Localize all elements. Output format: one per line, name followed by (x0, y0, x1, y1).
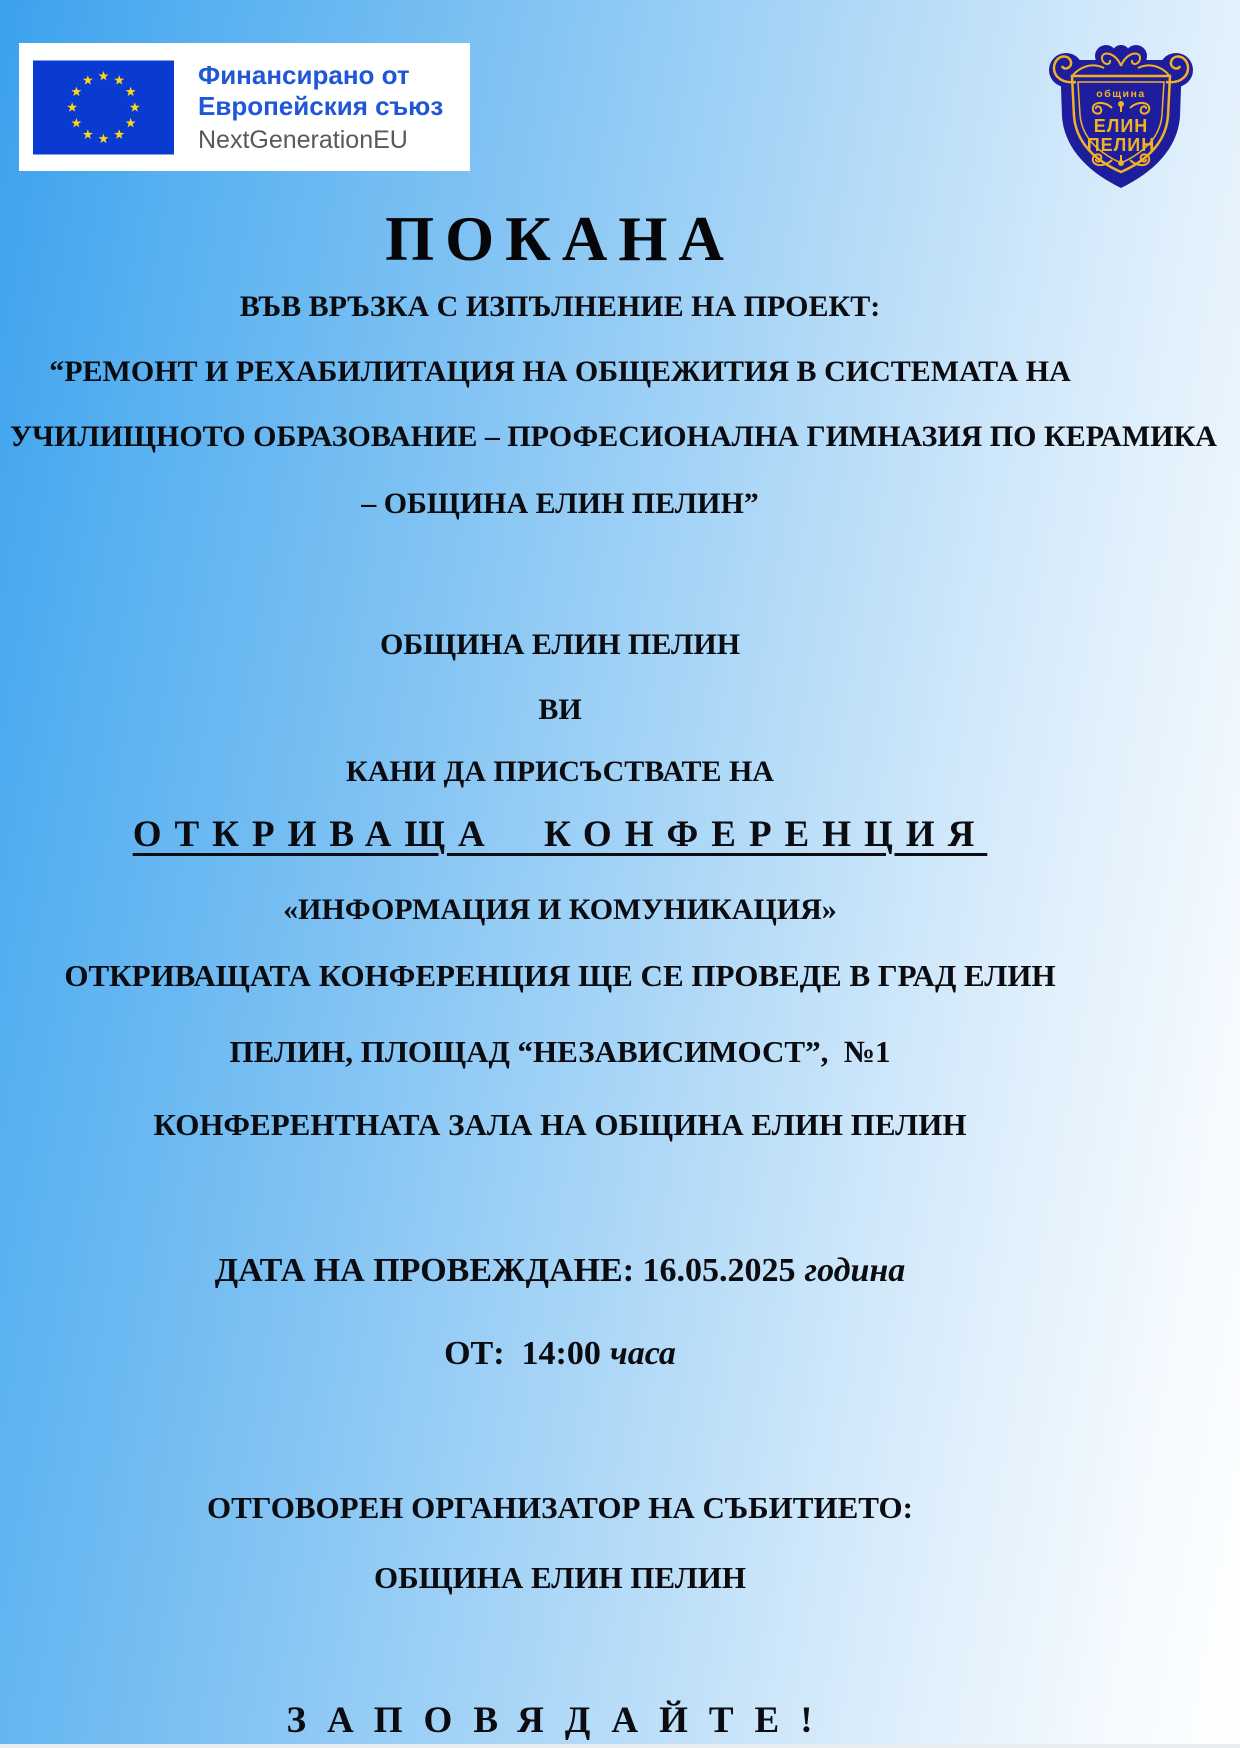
organizer-name: ОБЩИНА ЕЛИН ПЕЛИН (373, 1560, 747, 1595)
venue-line1: ОТКРИВАЩАТА КОНФЕРЕНЦИЯ ЩЕ СЕ ПРОВЕДЕ В ГРАД ЕЛИН (64, 958, 1056, 993)
invite-line: КАНИ ДА ПРИСЪСТВАТЕ НА (346, 755, 774, 788)
eu-funded-line1: Финансирано от (198, 59, 410, 90)
project-name-line1: “РЕМОНТ И РЕХАБИЛИТАЦИЯ НА ОБЩЕЖИТИЯ В СИСТЕМАТА НА (49, 355, 1071, 388)
event-title: ОТКРИВАЩА КОНФЕРЕНЦИЯ (132, 814, 988, 855)
eu-nextgen-label: NextGenerationEU (198, 125, 408, 154)
emblem-name-line2: ПЕЛИН (1086, 135, 1156, 155)
invitation-body (10, 0, 1217, 1748)
event-time-line (10, 1333, 1110, 1376)
event-date: ДАТА НА ПРОВЕЖДАНЕ: 16.05.2025 (214, 1252, 796, 1289)
venue-line3: КОНФЕРЕНТНАТА ЗАЛА НА ОБЩИНА ЕЛИН ПЕЛИН (153, 1107, 967, 1142)
event-date-line (10, 1250, 1110, 1293)
intro-line: ВЪВ ВРЪЗКА С ИЗПЪЛНЕНИЕ НА ПРОЕКТ: (239, 290, 881, 323)
event-time: ОТ: 14:00 (444, 1335, 601, 1372)
date-suffix: година (804, 1252, 906, 1289)
closing-line: ЗАПОВЯДАЙТЕ! (286, 1700, 834, 1741)
time-suffix: часа (609, 1335, 676, 1372)
you-word: ВИ (538, 693, 582, 726)
emblem-name-line1: ЕЛИН (1093, 116, 1149, 136)
project-name-line3: – ОБЩИНА ЕЛИН ПЕЛИН” (361, 487, 759, 520)
venue-line2: ПЕЛИН, ПЛОЩАД “НЕЗАВИСИМОСТ”, №1 (229, 1034, 891, 1069)
event-subtitle: «ИНФОРМАЦИЯ И КОМУНИКАЦИЯ» (283, 893, 837, 926)
emblem-top-label: община (1096, 88, 1146, 100)
page-bottom-edge (0, 1744, 1240, 1748)
host-name: ОБЩИНА ЕЛИН ПЕЛИН (379, 628, 741, 661)
eu-funded-line2: Европейския съюз (198, 90, 444, 121)
project-name-line2: УЧИЛИЩНОТО ОБРАЗОВАНИЕ – ПРОФЕСИОНАЛНА ГИМНАЗИЯ ПО КЕРАМИКА (10, 420, 1217, 453)
organizer-label: ОТГОВОРЕН ОРГАНИЗАТОР НА СЪБИТИЕТО: (207, 1490, 913, 1525)
page-title: ПОКАНА (385, 204, 735, 274)
